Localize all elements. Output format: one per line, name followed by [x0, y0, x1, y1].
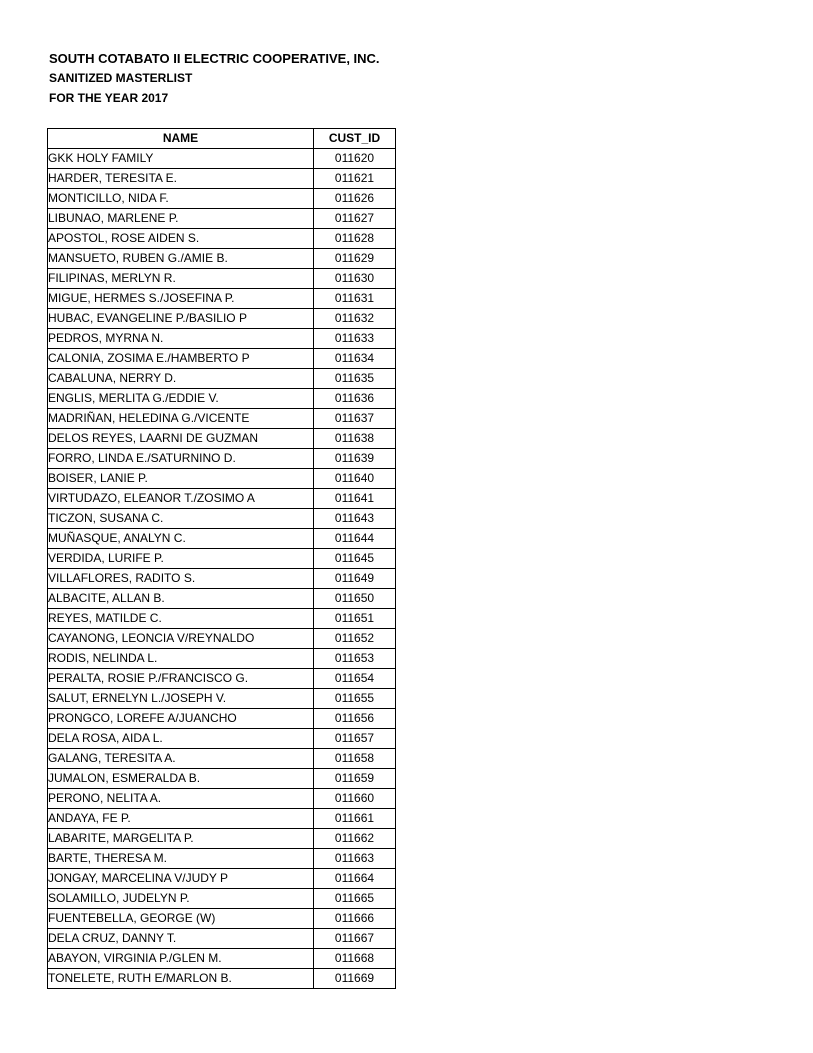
customer-id-cell: 011666 — [314, 909, 396, 929]
customer-id-cell: 011627 — [314, 209, 396, 229]
customer-id-cell: 011652 — [314, 629, 396, 649]
table-row — [48, 189, 396, 209]
customer-name-cell: CAYANONG, LEONCIA V/REYNALDO — [48, 629, 314, 649]
customer-id-cell: 011649 — [314, 569, 396, 589]
customer-id-cell: 011662 — [314, 829, 396, 849]
table-row — [48, 329, 396, 349]
table-row — [48, 869, 396, 889]
table-row — [48, 949, 396, 969]
customer-id-cell: 011659 — [314, 769, 396, 789]
customer-id-cell: 011639 — [314, 449, 396, 469]
customer-id-cell: 011654 — [314, 669, 396, 689]
customer-id-cell: 011635 — [314, 369, 396, 389]
customer-name-cell: BARTE, THERESA M. — [48, 849, 314, 869]
customer-name-cell: HARDER, TERESITA E. — [48, 169, 314, 189]
customer-id-cell: 011634 — [314, 349, 396, 369]
table-row — [48, 389, 396, 409]
column-header-cust-id: CUST_ID — [314, 129, 396, 149]
table-row — [48, 309, 396, 329]
customer-name-cell: LABARITE, MARGELITA P. — [48, 829, 314, 849]
customer-name-cell: VERDIDA, LURIFE P. — [48, 549, 314, 569]
table-row — [48, 649, 396, 669]
table-row — [48, 249, 396, 269]
customer-name-cell: RODIS, NELINDA L. — [48, 649, 314, 669]
customer-name-cell: APOSTOL, ROSE AIDEN S. — [48, 229, 314, 249]
customer-id-cell: 011645 — [314, 549, 396, 569]
table-row — [48, 969, 396, 989]
customer-name-cell: MUÑASQUE, ANALYN C. — [48, 529, 314, 549]
customer-id-cell: 011663 — [314, 849, 396, 869]
customer-name-cell: MANSUETO, RUBEN G./AMIE B. — [48, 249, 314, 269]
customer-name-cell: GKK HOLY FAMILY — [48, 149, 314, 169]
table-row — [48, 509, 396, 529]
masterlist-table-body — [48, 149, 396, 989]
column-header-name: NAME — [48, 129, 314, 149]
table-row — [48, 209, 396, 229]
customer-name-cell: FUENTEBELLA, GEORGE (W) — [48, 909, 314, 929]
table-row — [48, 909, 396, 929]
customer-id-cell: 011658 — [314, 749, 396, 769]
table-row — [48, 829, 396, 849]
customer-id-cell: 011651 — [314, 609, 396, 629]
customer-id-cell: 011638 — [314, 429, 396, 449]
table-row — [48, 369, 396, 389]
customer-name-cell: SALUT, ERNELYN L./JOSEPH V. — [48, 689, 314, 709]
customer-id-cell: 011621 — [314, 169, 396, 189]
customer-id-cell: 011633 — [314, 329, 396, 349]
table-row — [48, 709, 396, 729]
customer-id-cell: 011656 — [314, 709, 396, 729]
customer-id-cell: 011630 — [314, 269, 396, 289]
table-row — [48, 769, 396, 789]
table-row — [48, 609, 396, 629]
table-row — [48, 669, 396, 689]
customer-name-cell: ENGLIS, MERLITA G./EDDIE V. — [48, 389, 314, 409]
customer-id-cell: 011661 — [314, 809, 396, 829]
customer-name-cell: PERONO, NELITA A. — [48, 789, 314, 809]
customer-name-cell: CABALUNA, NERRY D. — [48, 369, 314, 389]
customer-name-cell: JUMALON, ESMERALDA B. — [48, 769, 314, 789]
customer-name-cell: MIGUE, HERMES S./JOSEFINA P. — [48, 289, 314, 309]
masterlist-table — [47, 128, 396, 989]
customer-id-cell: 011637 — [314, 409, 396, 429]
customer-id-cell: 011668 — [314, 949, 396, 969]
customer-name-cell: LIBUNAO, MARLENE P. — [48, 209, 314, 229]
customer-id-cell: 011655 — [314, 689, 396, 709]
table-row — [48, 349, 396, 369]
table-row — [48, 569, 396, 589]
customer-id-cell: 011667 — [314, 929, 396, 949]
table-row — [48, 409, 396, 429]
table-row — [48, 589, 396, 609]
table-row — [48, 429, 396, 449]
customer-name-cell: TICZON, SUSANA C. — [48, 509, 314, 529]
table-row — [48, 269, 396, 289]
customer-name-cell: HUBAC, EVANGELINE P./BASILIO P — [48, 309, 314, 329]
document-subtitle: SANITIZED MASTERLIST — [49, 71, 193, 85]
customer-id-cell: 011626 — [314, 189, 396, 209]
customer-id-cell: 011669 — [314, 969, 396, 989]
customer-name-cell: BOISER, LANIE P. — [48, 469, 314, 489]
table-row — [48, 529, 396, 549]
masterlist-table-header — [48, 129, 396, 149]
table-row — [48, 689, 396, 709]
table-row — [48, 729, 396, 749]
table-row — [48, 809, 396, 829]
table-row — [48, 629, 396, 649]
customer-name-cell: PERALTA, ROSIE P./FRANCISCO G. — [48, 669, 314, 689]
customer-name-cell: PEDROS, MYRNA N. — [48, 329, 314, 349]
table-row — [48, 449, 396, 469]
customer-name-cell: CALONIA, ZOSIMA E./HAMBERTO P — [48, 349, 314, 369]
customer-name-cell: FILIPINAS, MERLYN R. — [48, 269, 314, 289]
customer-id-cell: 011629 — [314, 249, 396, 269]
customer-id-cell: 011620 — [314, 149, 396, 169]
table-row — [48, 549, 396, 569]
table-row — [48, 169, 396, 189]
customer-id-cell: 011657 — [314, 729, 396, 749]
table-row — [48, 149, 396, 169]
customer-id-cell: 011641 — [314, 489, 396, 509]
customer-name-cell: PRONGCO, LOREFE A/JUANCHO — [48, 709, 314, 729]
customer-name-cell: JONGAY, MARCELINA V/JUDY P — [48, 869, 314, 889]
table-row — [48, 849, 396, 869]
table-row — [48, 489, 396, 509]
customer-name-cell: DELA CRUZ, DANNY T. — [48, 929, 314, 949]
table-row — [48, 289, 396, 309]
customer-name-cell: ANDAYA, FE P. — [48, 809, 314, 829]
customer-name-cell: SOLAMILLO, JUDELYN P. — [48, 889, 314, 909]
customer-name-cell: DELOS REYES, LAARNI DE GUZMAN — [48, 429, 314, 449]
customer-name-cell: VILLAFLORES, RADITO S. — [48, 569, 314, 589]
customer-id-cell: 011631 — [314, 289, 396, 309]
customer-id-cell: 011660 — [314, 789, 396, 809]
customer-id-cell: 011664 — [314, 869, 396, 889]
customer-id-cell: 011643 — [314, 509, 396, 529]
customer-name-cell: GALANG, TERESITA A. — [48, 749, 314, 769]
table-row — [48, 889, 396, 909]
header-row — [48, 129, 396, 149]
customer-id-cell: 011636 — [314, 389, 396, 409]
customer-name-cell: TONELETE, RUTH E/MARLON B. — [48, 969, 314, 989]
customer-name-cell: DELA ROSA, AIDA L. — [48, 729, 314, 749]
customer-name-cell: ALBACITE, ALLAN B. — [48, 589, 314, 609]
customer-id-cell: 011628 — [314, 229, 396, 249]
organization-title: SOUTH COTABATO II ELECTRIC COOPERATIVE, INC. — [49, 51, 380, 66]
customer-id-cell: 011640 — [314, 469, 396, 489]
customer-name-cell: MONTICILLO, NIDA F. — [48, 189, 314, 209]
customer-name-cell: ABAYON, VIRGINIA P./GLEN M. — [48, 949, 314, 969]
table-row — [48, 929, 396, 949]
table-row — [48, 789, 396, 809]
customer-id-cell: 011665 — [314, 889, 396, 909]
document-year: FOR THE YEAR 2017 — [49, 91, 169, 105]
table-row — [48, 229, 396, 249]
table-row — [48, 749, 396, 769]
customer-id-cell: 011650 — [314, 589, 396, 609]
customer-name-cell: VIRTUDAZO, ELEANOR T./ZOSIMO A — [48, 489, 314, 509]
document-header — [49, 50, 380, 110]
customer-id-cell: 011644 — [314, 529, 396, 549]
customer-name-cell: FORRO, LINDA E./SATURNINO D. — [48, 449, 314, 469]
customer-id-cell: 011632 — [314, 309, 396, 329]
table-row — [48, 469, 396, 489]
customer-name-cell: REYES, MATILDE C. — [48, 609, 314, 629]
customer-name-cell: MADRIÑAN, HELEDINA G./VICENTE — [48, 409, 314, 429]
customer-id-cell: 011653 — [314, 649, 396, 669]
